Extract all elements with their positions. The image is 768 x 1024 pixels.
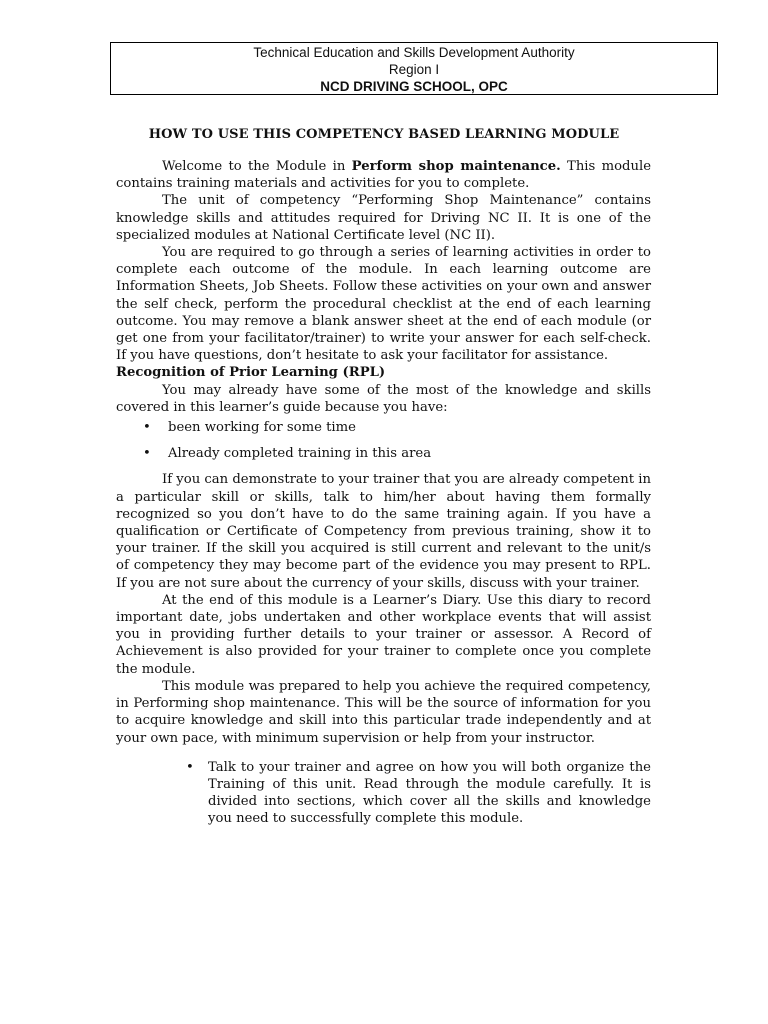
list-item: • Talk to your trainer and agree on how you will both organize the Training of this unit. Read through the module carefully. It is divided into sections, which cover all the skills and knowledge you need to successfully complete this module.: [116, 759, 651, 828]
header-box: [110, 42, 718, 95]
list-item: • been working for some time: [116, 419, 651, 436]
intro-paragraph-3: You are required to go through a series of learning activities in order to complete each outcome of the module. In each learning outcome are Information Sheets, Job Sheets. Follow these activities on your own and answer the self check, perform the procedural checklist at the end of each learning outcome. You may remove a blank answer sheet at the end of each module (or get one from your facilitator/trainer) to write your answer for each self-check. If you have questions, don’t hesitate to ask your facilitator for assistance.: [116, 245, 651, 364]
intro-p1-rest: This module contains training materials and activities for you to complete.: [116, 159, 652, 192]
header-school: NCD DRIVING SCHOOL, OPC: [320, 79, 508, 94]
instruction-bullet-list: [116, 759, 651, 828]
intro-paragraph-1: [116, 158, 651, 192]
module-name: Perform shop maintenance.: [351, 159, 561, 174]
document-body: [116, 158, 651, 828]
rpl-paragraph-2: If you can demonstrate to your trainer that you are already competent in a particular skill or skills, talk to him/her about having them formally recognized so you don’t have to do the same training again. If you have a qualification or Certificate of Competency from previous training, show it to your trainer. If the skill you acquired is still current and relevant to the unit/s of competency they may become part of the evidence you may present to RPL. If you are not sure about the currency of your skills, discuss with your trainer.: [116, 472, 651, 591]
header-agency: Technical Education and Skills Development Authority: [253, 45, 575, 60]
rpl-paragraph-4: This module was prepared to help you achieve the required competency, in Performing shop maintenance. This will be the source of information for you to acquire knowledge and skill into this particular trade independently and at your own pace, with minimum supervision or help from your instructor.: [116, 678, 651, 746]
list-item: • Already completed training in this area: [116, 445, 651, 462]
document-title: HOW TO USE THIS COMPETENCY BASED LEARNING MODULE: [148, 127, 620, 142]
rpl-heading: Recognition of Prior Learning (RPL): [116, 365, 386, 381]
rpl-paragraph-3: At the end of this module is a Learner’s Diary. Use this diary to record important date, jobs undertaken and other workplace events that will assist you in providing further details to your trainer or assessor. A Record of Achievement is also provided for your trainer to complete once you complete the module.: [116, 592, 651, 677]
rpl-bullet-list: [116, 419, 651, 462]
header-region: Region I: [388, 62, 440, 77]
rpl-paragraph-1: You may already have some of the most of the knowledge and skills covered in this learner’s guide because you have:: [116, 382, 651, 415]
intro-p1-text: Welcome to the Module in: [162, 159, 352, 174]
intro-paragraph-2: The unit of competency “Performing Shop Maintenance” contains knowledge skills and attitudes required for Driving NC II. It is one of the specialized modules at National Certificate level (NC II).: [116, 193, 651, 243]
